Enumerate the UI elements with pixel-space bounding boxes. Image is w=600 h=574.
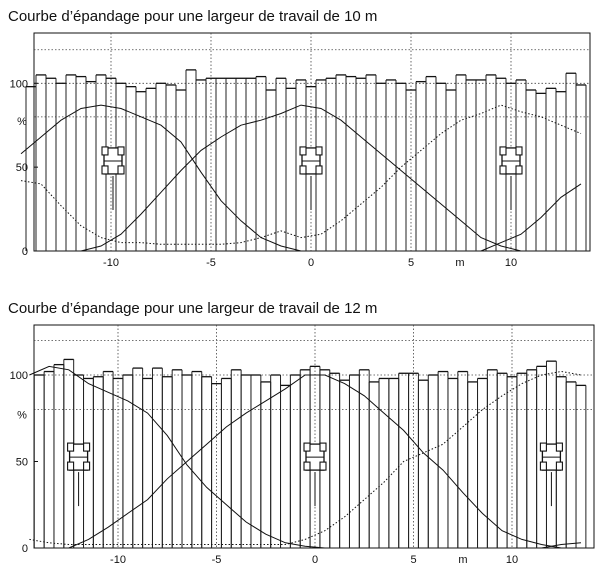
tractor-icon [304,443,326,506]
x-tick-label: -10 [110,554,126,566]
tractor-wheel [68,462,74,470]
x-tick-label: 5 [410,554,417,566]
tractor-wheel [556,462,562,470]
tractor-wheel [68,443,74,451]
x-axis-label: m [455,257,465,269]
x-tick-label: -5 [211,554,222,566]
x-axis-label: m [458,554,468,566]
x-tick-label: 0 [311,554,319,566]
y-tick-label: 0 [21,543,28,555]
y-tick-label: 50 [15,456,28,469]
y-axis-label: % [17,409,27,422]
y-tick-label: 50 [15,162,28,175]
y-tick-label: 100 [9,78,28,91]
tractor-wheel [320,462,326,470]
tractor-icon [68,443,90,506]
tractor-icon [540,443,562,506]
y-axis-label: % [17,116,27,129]
tractor-wheel [320,443,326,451]
tractor-wheel [540,443,546,451]
x-tick-label: 0 [307,257,315,269]
tractor-wheel [84,443,90,451]
tractor-wheel [304,462,310,470]
y-tick-label: 100 [9,370,28,382]
y-tick-label: 0 [21,246,28,258]
x-tick-label: 10 [504,257,518,269]
x-tick-label: 10 [505,554,519,566]
x-tick-label: -5 [206,257,216,269]
tractor-wheel [304,443,310,451]
tractor-wheel [556,443,562,451]
tractor-wheel [540,462,546,470]
chart-title: Courbe d’épandage pour une largeur de travail de 12 m [8,300,378,317]
x-tick-label: 5 [407,257,415,269]
chart-title: Courbe d’épandage pour une largeur de travail de 10 m [8,8,378,25]
tractor-wheel [84,462,90,470]
x-tick-label: -10 [103,257,119,269]
distribution-curve-dotted [29,372,581,545]
